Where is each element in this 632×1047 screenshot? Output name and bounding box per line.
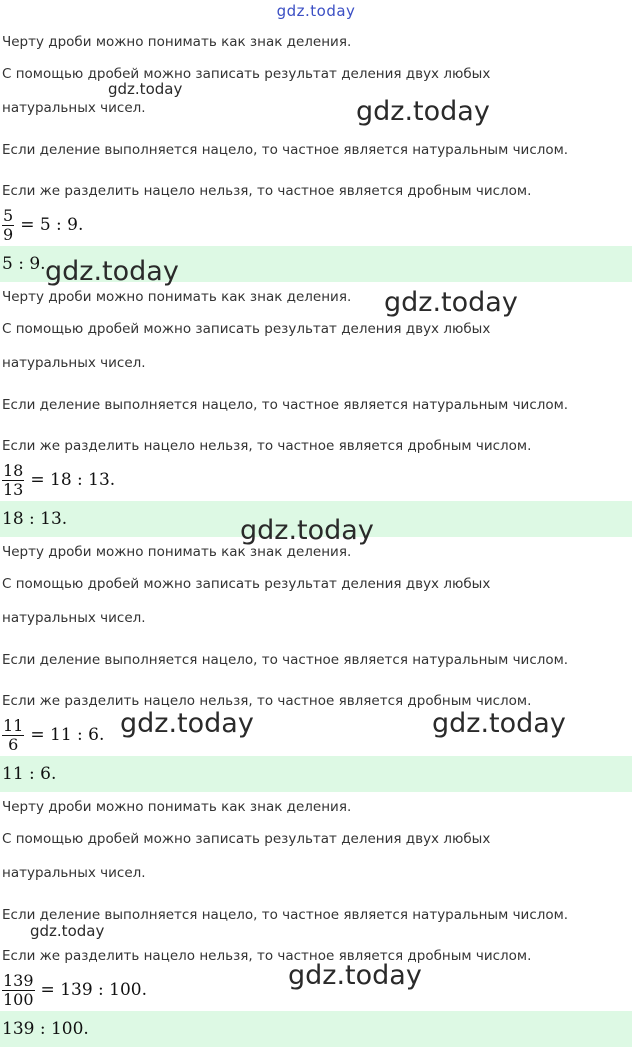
rule-line-2: С помощью дробей можно записать результат деления двух любых (2, 831, 491, 847)
rule-line-5: Если же разделить нацело нельзя, то частное является дробным числом. (2, 948, 532, 964)
watermark: gdz.today (120, 708, 254, 739)
rule-line-5: Если же разделить нацело нельзя, то частное является дробным числом. (2, 693, 532, 709)
fraction-numerator: 139 (3, 970, 34, 990)
answer-row: 11 : 6. (0, 756, 632, 792)
equation-rhs: = 11 : 6. (30, 725, 105, 745)
rule-line-5: Если же разделить нацело нельзя, то частное является дробным числом. (2, 183, 532, 199)
rule-line-3: натуральных чисел. (2, 100, 146, 116)
answer-row: 5 : 9. (0, 246, 632, 282)
fraction-numerator: 5 (3, 205, 14, 225)
watermark: gdz.today (108, 80, 183, 98)
equation-rhs: = 5 : 9. (20, 215, 84, 235)
fraction-numerator: 11 (3, 715, 24, 735)
fraction-denominator: 100 (3, 989, 34, 1009)
answer-row: 18 : 13. (0, 501, 632, 537)
fraction-formula (2, 968, 147, 1012)
equation-rhs: = 139 : 100. (40, 980, 148, 1000)
rule-line-1: Черту дроби можно понимать как знак деления. (2, 289, 352, 305)
fraction-formula (2, 203, 83, 247)
equation-rhs: = 18 : 13. (30, 470, 116, 490)
rule-line-3: натуральных чисел. (2, 610, 146, 626)
fraction (2, 207, 14, 244)
rule-line-1: Черту дроби можно понимать как знак деления. (2, 544, 352, 560)
site-logo: gdz.today (276, 2, 356, 20)
watermark: gdz.today (432, 708, 566, 739)
fraction (2, 972, 35, 1009)
answer-row: 139 : 100. (0, 1011, 632, 1047)
watermark: gdz.today (45, 256, 179, 287)
rule-line-1: Черту дроби можно понимать как знак деления. (2, 34, 352, 50)
rule-line-4: Если деление выполняется нацело, то частное является натуральным числом. (2, 652, 569, 668)
fraction-numerator: 18 (3, 460, 24, 480)
fraction-denominator: 9 (3, 224, 14, 244)
rule-line-2: С помощью дробей можно записать результат деления двух любых (2, 321, 491, 337)
watermark: gdz.today (30, 922, 105, 940)
fraction (2, 717, 24, 754)
rule-line-3: натуральных чисел. (2, 865, 146, 881)
solution-block-2 (0, 255, 632, 529)
watermark: gdz.today (384, 287, 518, 318)
fraction-denominator: 13 (3, 479, 24, 499)
watermark: gdz.today (240, 515, 374, 546)
fraction-denominator: 6 (8, 734, 19, 754)
fraction-formula (2, 458, 115, 502)
rule-line-4: Если деление выполняется нацело, то частное является натуральным числом. (2, 397, 569, 413)
fraction-formula (2, 713, 104, 757)
rule-line-5: Если же разделить нацело нельзя, то частное является дробным числом. (2, 438, 532, 454)
watermark: gdz.today (356, 96, 490, 127)
rule-line-2: С помощью дробей можно записать результат деления двух любых (2, 576, 491, 592)
rule-line-4: Если деление выполняется нацело, то частное является натуральным числом. (2, 142, 569, 158)
rule-line-1: Черту дроби можно понимать как знак деления. (2, 799, 352, 815)
fraction (2, 462, 24, 499)
watermark: gdz.today (288, 960, 422, 991)
rule-line-3: натуральных чисел. (2, 355, 146, 371)
rule-line-2: С помощью дробей можно записать результат деления двух любых (2, 66, 491, 82)
rule-line-4: Если деление выполняется нацело, то частное является натуральным числом. (2, 907, 569, 923)
